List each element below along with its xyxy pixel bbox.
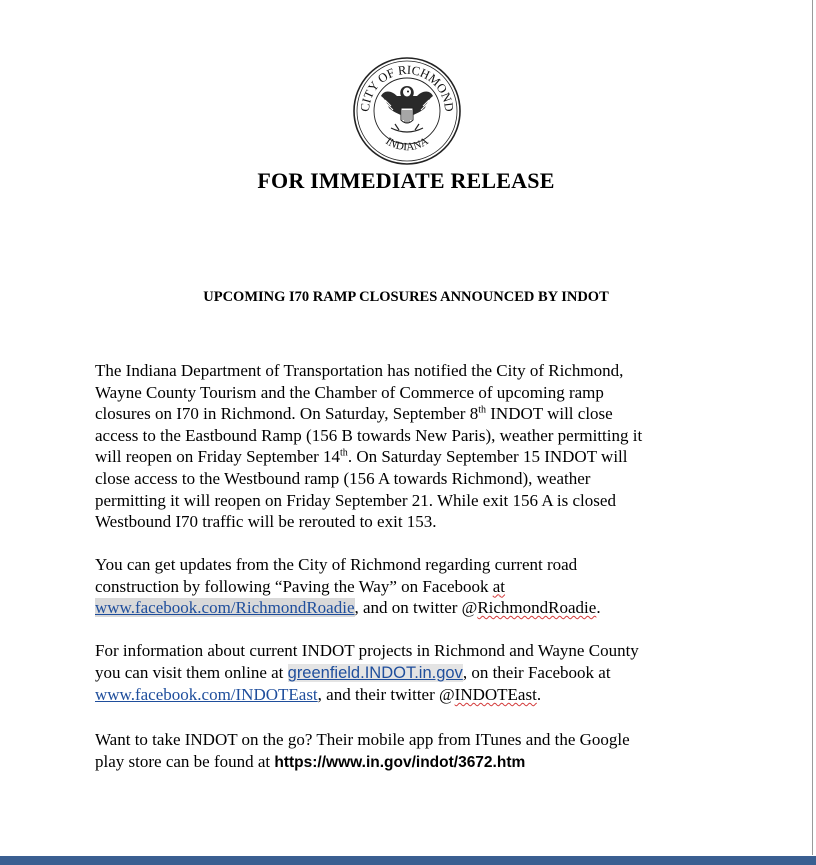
indot-app-url: https://www.in.gov/indot/3672.htm — [274, 753, 526, 771]
page-edge — [812, 0, 813, 855]
headline: FOR IMMEDIATE RELEASE — [257, 168, 555, 193]
text-line: You can get updates from the City of Richmond regarding current road — [95, 555, 578, 574]
text-line — [95, 597, 715, 619]
text-run: closures on I70 in Richmond. On Saturday, September 8 — [95, 404, 479, 424]
twitter-handle: RichmondRoadie — [477, 598, 597, 618]
text-line — [95, 446, 715, 468]
text-line: close access to the Westbound ramp (156 A towards Richmond), weather — [95, 468, 591, 488]
bottom-bar — [0, 856, 816, 865]
paragraph-indot-projects — [95, 640, 715, 706]
text-line: Wayne County Tourism and the Chamber of Commerce of upcoming ramp — [95, 382, 604, 402]
text-line: access to the Eastbound Ramp (156 B towards New Paris), weather permitting it — [95, 425, 643, 445]
text-run: you can visit them online at — [95, 662, 288, 682]
text-run: construction by following “Paving the Way” on Facebook — [95, 576, 493, 596]
text-line: Want to take INDOT on the go? Their mobile app from ITunes and the Google — [95, 730, 630, 749]
text-run: . On Saturday September 15 INDOT will — [347, 447, 628, 467]
text-run: play store can be found at — [95, 751, 275, 771]
twitter-handle: INDOTEast — [454, 685, 537, 705]
text-run: , and on twitter @ — [354, 598, 478, 618]
text-run: , on their Facebook at — [462, 662, 611, 682]
text-run: at — [492, 576, 506, 596]
text-run: . — [536, 685, 542, 705]
text-line: For information about current INDOT projects in Richmond and Wayne County — [95, 641, 639, 660]
subheadline: UPCOMING I70 RAMP CLOSURES ANNOUNCED BY INDOT — [203, 289, 609, 305]
paragraph-city-updates — [95, 554, 715, 619]
text-line: The Indiana Department of Transportation has notified the City of Richmond, — [95, 361, 624, 380]
seal-top-text: CITY OF RICHMOND — [357, 62, 457, 113]
text-line — [95, 684, 715, 706]
indot-site-link[interactable]: greenfield.INDOT.in.gov — [287, 663, 463, 682]
text-run: INDOT will close — [486, 404, 613, 424]
text-line — [95, 576, 715, 598]
eagle-icon — [381, 86, 433, 132]
text-line — [95, 403, 715, 425]
text-line — [95, 662, 715, 685]
paragraph-ramp-closures — [95, 360, 715, 533]
text-run: will reopen on Friday September 14 — [95, 447, 341, 467]
text-line: Westbound I70 traffic will be rerouted to exit 153. — [95, 512, 437, 532]
superscript: th — [340, 447, 348, 459]
paragraph-mobile-app — [95, 729, 715, 773]
indot-east-facebook-link[interactable]: www.facebook.com/INDOTEast — [95, 685, 318, 705]
text-line — [95, 751, 715, 774]
superscript: th — [478, 404, 487, 416]
city-of-richmond-seal — [351, 56, 463, 166]
seal-bottom-text: INDIANA — [383, 135, 431, 154]
text-line: permitting it will reopen on Friday September 21. While exit 156 A is closed — [95, 490, 616, 510]
text-run: , and their twitter @ — [317, 685, 455, 705]
richmond-roadie-facebook-link[interactable]: www.facebook.com/RichmondRoadie — [95, 598, 355, 618]
text-run: . — [596, 598, 601, 618]
